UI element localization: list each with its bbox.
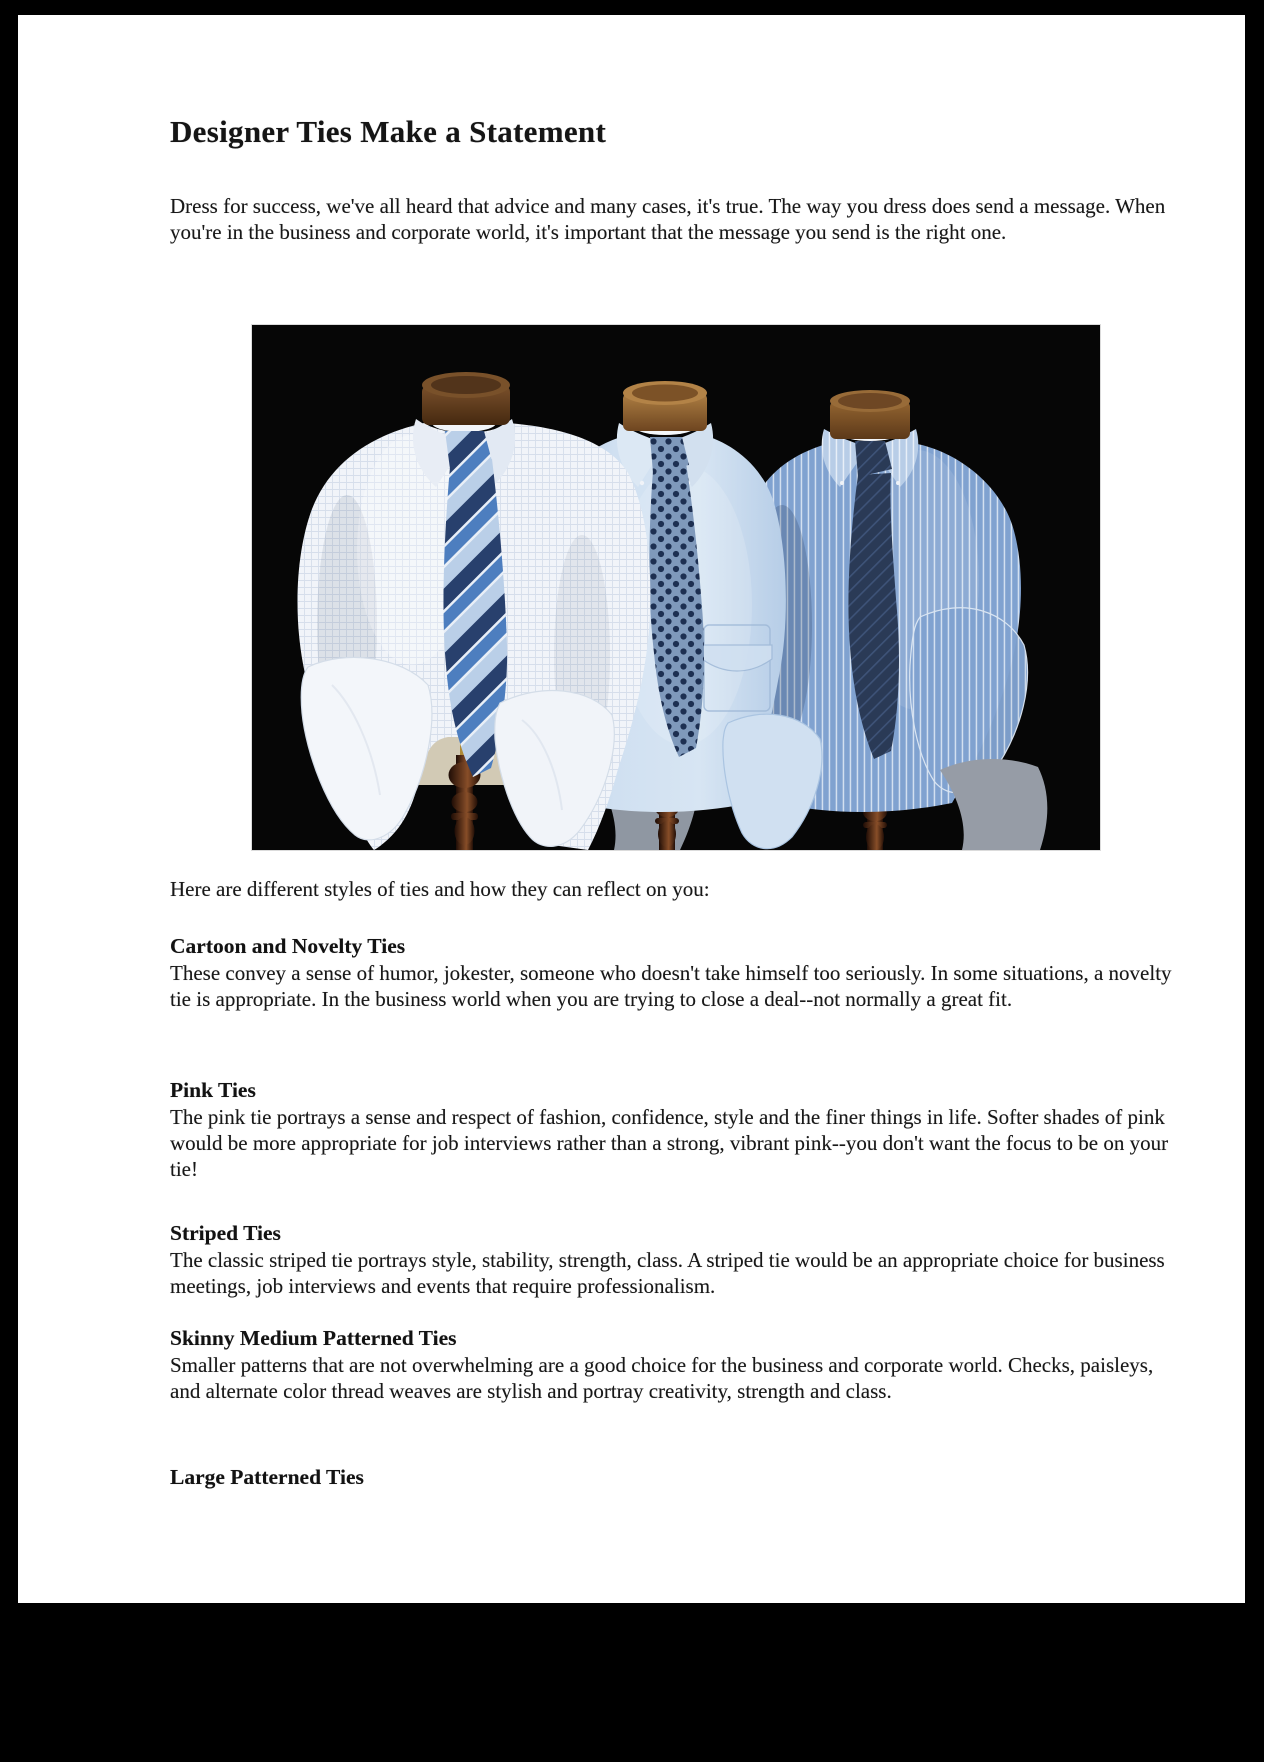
ties-photo bbox=[252, 325, 1100, 850]
section-body-pink: The pink tie portrays a sense and respect of fashion, confidence, style and the finer things in life. Softer shades of pink would be more appropriate for job interviews rather than a strong, vibrant pink--you don't want the focus to be on your tie! bbox=[170, 1105, 1169, 1181]
section-body-striped: The classic striped tie portrays style, stability, strength, class. A striped tie would be an appropriate choice for business meetings, job interviews and events that require professionalism. bbox=[170, 1248, 1165, 1298]
ties-photo-illustration bbox=[252, 325, 1100, 850]
section-heading-large: Large Patterned Ties bbox=[170, 1465, 364, 1489]
section-heading-striped: Striped Ties bbox=[170, 1221, 281, 1245]
section-body-skinny: Smaller patterns that are not overwhelming are a good choice for the business and corporate world. Checks, paisleys, and alternate color thread weaves are stylish and portray creativity, strength and class. bbox=[170, 1353, 1154, 1403]
section-heading-skinny: Skinny Medium Patterned Ties bbox=[170, 1326, 457, 1350]
section-heading-pink: Pink Ties bbox=[170, 1078, 256, 1102]
section-heading-cartoon: Cartoon and Novelty Ties bbox=[170, 934, 406, 958]
document-page bbox=[18, 15, 1245, 1603]
intro-paragraph: Dress for success, we've all heard that advice and many cases, it's true. The way you dress does send a message. When you're in the business and corporate world, it's important that the message you send is the right one. bbox=[170, 194, 1166, 244]
section-body-cartoon: These convey a sense of humor, jokester, someone who doesn't take himself too seriously. In some situations, a novelty tie is appropriate. In the business world when you are trying to close a deal--not normally a great fit. bbox=[170, 961, 1172, 1011]
article-title: Designer Ties Make a Statement bbox=[170, 114, 607, 149]
lead-in-text: Here are different styles of ties and how they can reflect on you: bbox=[170, 877, 710, 901]
